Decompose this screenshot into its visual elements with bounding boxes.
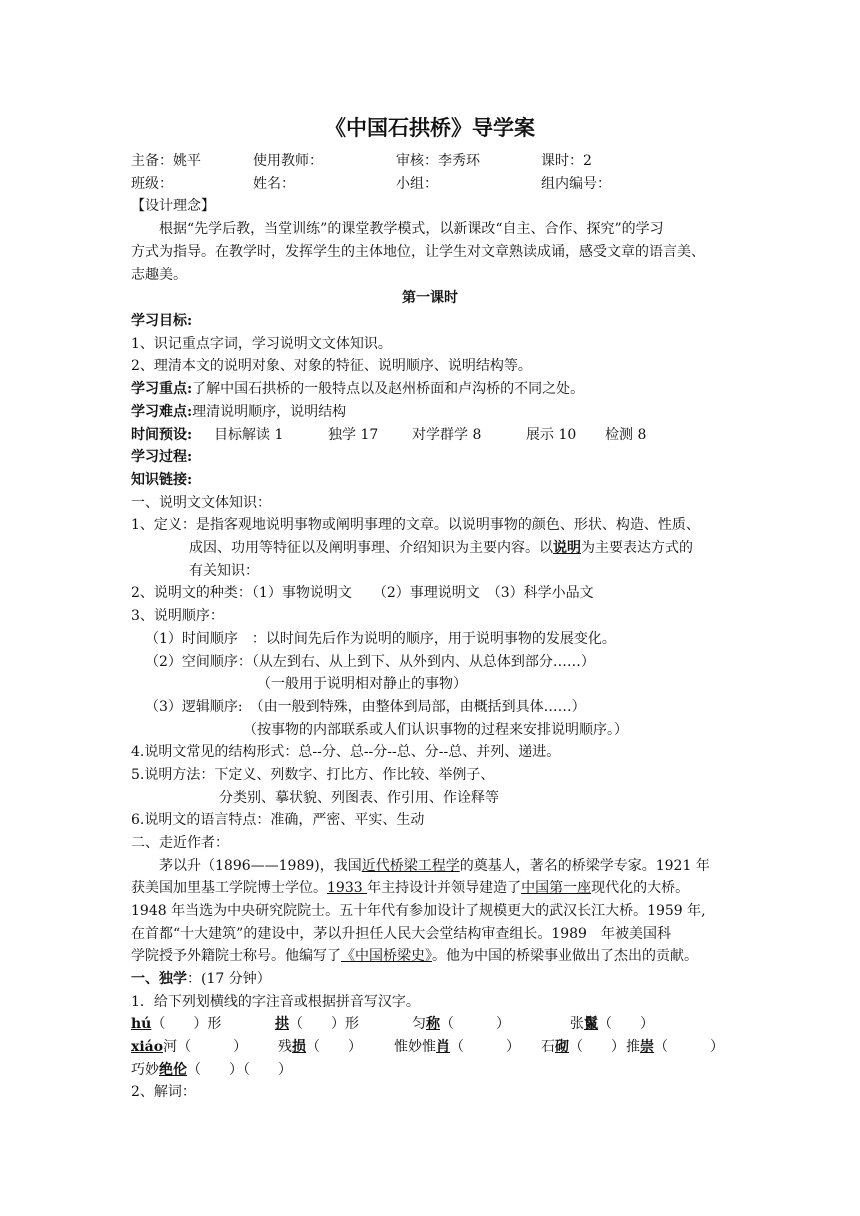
- blank-item: [541, 1036, 625, 1058]
- word-prefix: 石: [541, 1039, 555, 1055]
- difficulty-text: 理清说明顺序，说明结构: [192, 404, 347, 420]
- design-heading: 【设计理念】: [131, 198, 215, 214]
- blank-item: [570, 1013, 654, 1035]
- blank-item: [278, 1036, 362, 1058]
- kinds-line: 2、说明文的种类：（1）事物说明文 （2）事理说明文 （3）科学小品文: [131, 585, 594, 601]
- question-1: 1．给下列划横线的字注音或根据拼音写汉字。: [131, 994, 420, 1010]
- name-field: 姓名：: [253, 176, 295, 192]
- teacher-field: 使用教师：: [253, 153, 323, 169]
- hours-field: 课时：2: [541, 153, 592, 169]
- answer-blank: （ ）: [569, 1039, 625, 1055]
- author-text: 年主持设计并领导建造了: [367, 880, 522, 896]
- underlined-char: 肖: [436, 1039, 450, 1055]
- pinyin-row-3: [131, 1059, 292, 1081]
- time-item: 独学 17: [328, 427, 379, 443]
- author-text: 茅以升（1896——1989)，我国: [159, 858, 362, 874]
- underlined-char: 拱: [275, 1016, 289, 1032]
- author-line-2: [131, 877, 689, 899]
- author-text: 现代化的大桥。: [591, 880, 690, 896]
- author-line-4: 在首都“十大建筑”的建设中，茅以升担任人民大会堂结构审查组长。1989 年被美国科: [131, 926, 671, 942]
- blank-item: [131, 1013, 221, 1035]
- answer-blank: （ ）: [306, 1039, 362, 1055]
- order-space: （2）空间顺序：（从左到右、从上到下、从外到内、从总体到部分……）: [145, 654, 595, 670]
- reviewer-field: 审核：李秀环: [396, 153, 480, 169]
- blank-item: [394, 1036, 520, 1058]
- underlined-char: 损: [292, 1039, 306, 1055]
- underlined-term: 中国第一座: [521, 880, 592, 896]
- answer-blank: 河（ ）: [163, 1039, 248, 1055]
- objective-item: 1、识记重点字词，学习说明文文体知识。: [131, 336, 392, 352]
- key-point-label: 学习重点:: [131, 381, 193, 397]
- lesson-title: 第一课时: [402, 290, 458, 306]
- time-plan-label: 时间预设:: [131, 427, 193, 443]
- class-field: 班级：: [131, 176, 173, 192]
- author-text: 获美国加里基工学院博士学位。: [131, 880, 327, 896]
- order-space-note: （一般用于说明相对静止的事物）: [257, 676, 467, 692]
- word-prefix: 惟妙惟: [394, 1039, 436, 1055]
- self-study-duration: ：(17 分钟）: [187, 971, 271, 987]
- knowledge-link-label: 知识链接:: [131, 472, 193, 488]
- answer-blank: （ ）: [598, 1016, 654, 1032]
- knowledge-heading: 一、说明文文体知识：: [131, 495, 271, 511]
- design-line-1: 根据“先学后教，当堂训练”的课堂教学模式，以新课改“自主、合作、探究”的学习: [159, 221, 664, 237]
- time-item: 目标解读 1: [214, 427, 284, 443]
- language-line: 6.说明文的语言特点：准确，严密、平实、生动: [131, 812, 425, 828]
- difficulty-line: [131, 401, 346, 423]
- underlined-char: hú: [131, 1016, 152, 1032]
- key-point-text: 了解中国石拱桥的一般特点以及赵州桥面和卢沟桥的不同之处。: [192, 381, 585, 397]
- blank-item: [275, 1013, 359, 1035]
- author-text: 。他为中国的桥梁事业做出了杰出的贡献。: [432, 948, 698, 964]
- time-item: 检测 8: [605, 427, 647, 443]
- underlined-char: 砌: [555, 1039, 569, 1055]
- answer-blank: （ ）形: [151, 1016, 222, 1032]
- underlined-term: 近代桥梁工程学: [361, 858, 460, 874]
- word-prefix: 残: [278, 1039, 292, 1055]
- underlined-char: 称: [426, 1016, 440, 1032]
- word-prefix: 张: [570, 1016, 584, 1032]
- order-heading: 3、说明顺序：: [131, 608, 224, 624]
- objectives-label: 学习目标:: [131, 313, 193, 329]
- word-prefix: 匀: [412, 1016, 426, 1032]
- blank-item: [131, 1036, 247, 1058]
- answer-blank: （ ）（ ）: [187, 1062, 292, 1078]
- underlined-char: 崇: [640, 1039, 654, 1055]
- answer-blank: （ ）形: [289, 1016, 359, 1032]
- time-item: 对学群学 8: [412, 427, 482, 443]
- methods-line-1: 5.说明方法：下定义、列数字、打比方、作比较、举例子、: [131, 767, 495, 783]
- time-item: 展示 10: [526, 427, 577, 443]
- process-label: 学习过程:: [131, 449, 193, 465]
- group-field: 小组：: [396, 176, 438, 192]
- self-study-label: 一、独学: [131, 971, 187, 987]
- word-prefix: 巧妙: [131, 1062, 159, 1078]
- answer-blank: （ ）: [440, 1016, 510, 1032]
- author-line-3: 1948 年当选为中央研究院院士。五十年代有参加设计了规模更大的武汉长江大桥。1959 年,: [131, 903, 706, 919]
- author-text: 的奠基人，著名的桥梁学专家。1921 年: [459, 858, 710, 874]
- blank-item: [412, 1013, 510, 1035]
- underlined-char: 鬣: [584, 1016, 598, 1032]
- design-line-2: 方式为指导。在教学时，发挥学生的主体地位，让学生对文章熟读成诵，感受文章的语言美、: [131, 244, 705, 260]
- underlined-char: xiáo: [131, 1039, 164, 1055]
- underlined-term: 1933: [327, 880, 368, 896]
- question-2: 2、解词：: [131, 1084, 196, 1100]
- author-line-5: [131, 945, 698, 967]
- definition-line-2: [189, 537, 693, 559]
- order-logic-note: （按事物的内部联系或人们认识事物的过程来安排说明顺序。）: [243, 722, 628, 738]
- objective-item: 2、理清本文的说明对象、对象的特征、说明顺序、说明结构等。: [131, 358, 532, 374]
- answer-blank: （ ）: [450, 1039, 520, 1055]
- order-time: （1）时间顺序 ：以时间先后作为说明的顺序，用于说明事物的发展变化。: [145, 631, 616, 647]
- self-study-heading: [131, 968, 271, 990]
- structure-line: 4.说明文常见的结构形式：总--分、总--分--总、分--总、并列、递进。: [131, 744, 561, 760]
- author-field: 主备：姚平: [131, 153, 201, 169]
- author-line-1: [159, 855, 710, 877]
- design-line-3: 志趣美。: [131, 267, 187, 283]
- underlined-term: 《中国桥梁史》: [341, 948, 432, 964]
- key-point-line: [131, 378, 584, 400]
- author-heading: 二、走近作者：: [131, 835, 229, 851]
- underlined-term: 说明: [553, 540, 581, 556]
- methods-line-2: 分类别、摹状貌、列图表、作引用、作诠释等: [219, 790, 499, 806]
- document-title: 《中国石拱桥》导学案: [325, 115, 535, 140]
- definition-text: 为主要表达方式的: [581, 540, 693, 556]
- definition-line-1: 1、定义：是指客观地说明事物或阐明事理的文章。以说明事物的颜色、形状、构造、性质、: [131, 517, 700, 533]
- definition-text: 成因、功用等特征以及阐明事理、介绍知识为主要内容。以: [189, 540, 553, 556]
- author-text: 学院授予外籍院士称号。他编写了: [131, 948, 341, 964]
- definition-line-3: 有关知识：: [189, 563, 259, 579]
- order-logic: （3）逻辑顺序: （由一般到特殊，由整体到局部，由概括到具体……）: [145, 699, 586, 715]
- underlined-char: 绝伦: [159, 1062, 187, 1078]
- blank-item: [626, 1036, 724, 1058]
- difficulty-label: 学习难点:: [131, 404, 193, 420]
- group-number-field: 组内编号：: [541, 176, 611, 192]
- word-prefix: 推: [626, 1039, 640, 1055]
- answer-blank: （ ）: [654, 1039, 724, 1055]
